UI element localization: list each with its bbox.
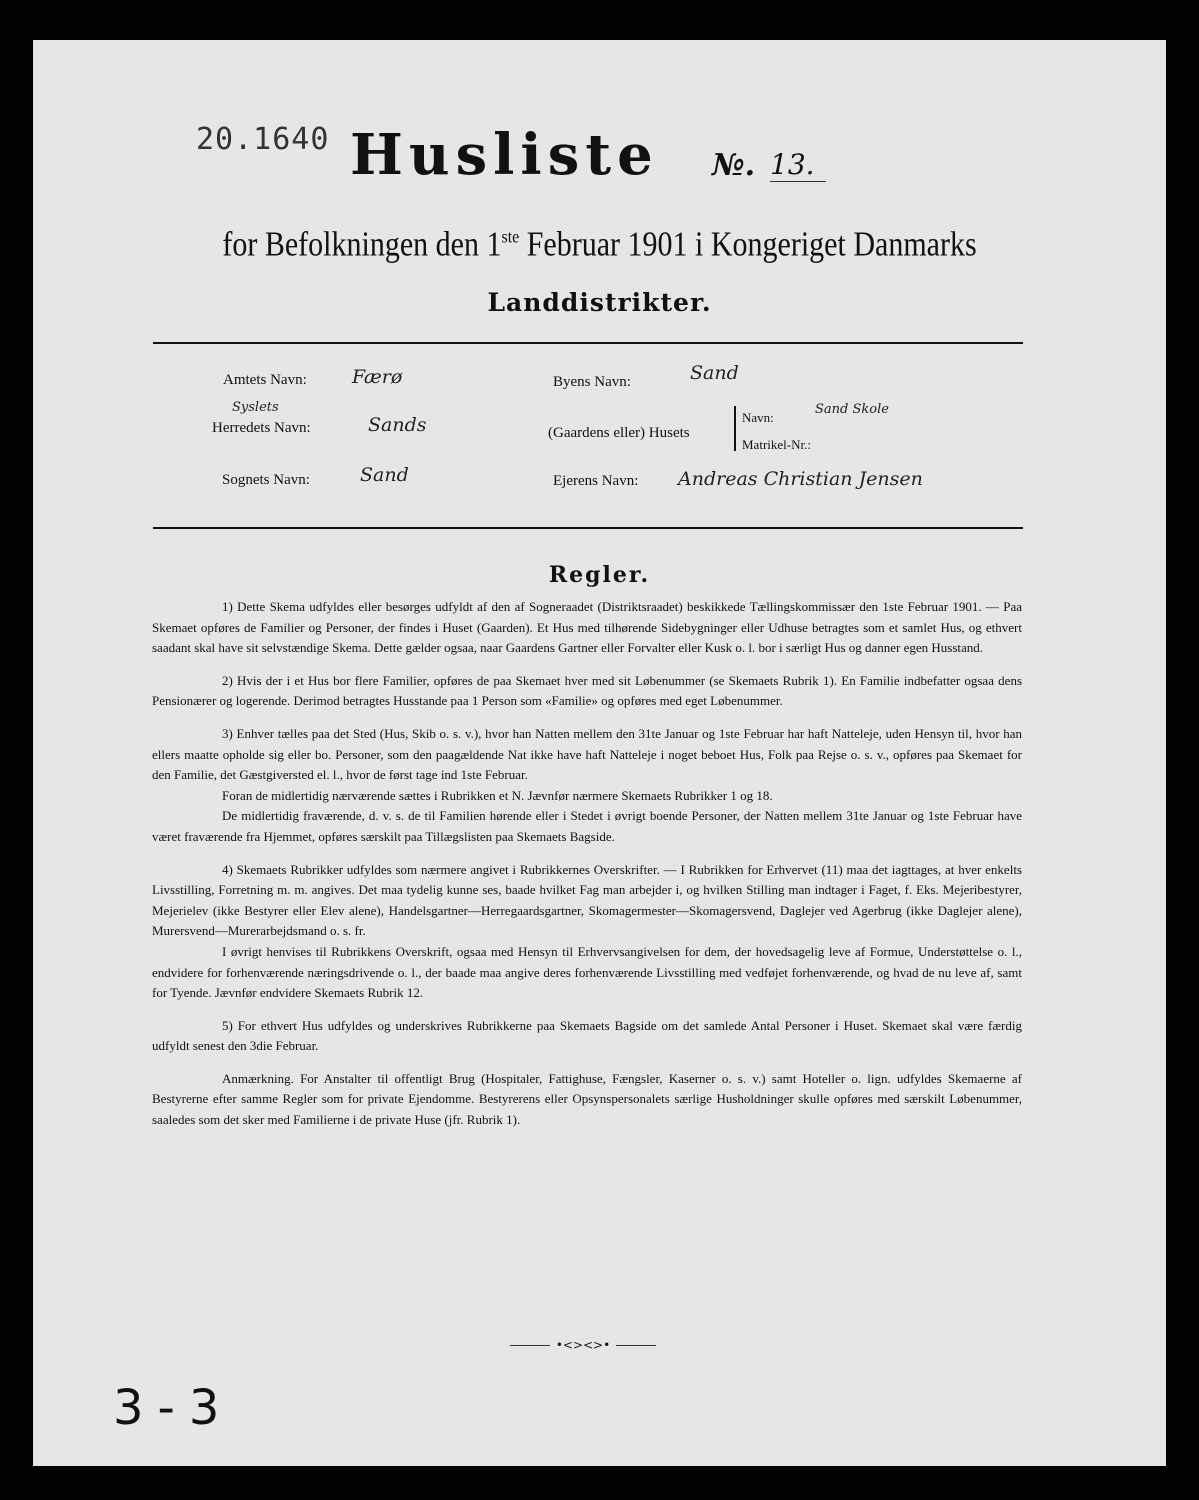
- form-subtitle: [0, 225, 1199, 264]
- rule-paragraph: 5) For ethvert Hus udfyldes og underskrives Rubrikkerne paa Skemaets Bagside om det samlede Antal Personer i Huset. Skemaet skal være færdig udfyldt senest den 3die Februar.: [152, 1017, 1022, 1054]
- rule-paragraph: I øvrigt henvises til Rubrikkens Overskrift, ogsaa med Hensyn til Erhvervsangivelsen for dem, der hovedsagelig leve af Formue, Understøttelse o. l., endvidere for forhenværende næringsdrivende o. l., der baade maa angive deres forhenværende Livsstilling med vedføjet forhenværende, og hvad de nu leve af, samt for Tyende. Jævnfør endvidere Skemaets Rubrik 12.: [152, 943, 1022, 1001]
- rule-paragraph: 1) Dette Skema udfyldes eller besørges udfyldt af den af Sogneraadet (Distriktsraadet) beskikkede Tællingskommissær den 1ste Februar 1901. — Paa Skemaet opføres de Familier og Personer, der findes i Huset (Gaarden). Et Hus med tilhørende Sidebygninger eller Udhuse betragtes som et samlet Hus, og ethvert saadant skal have sit selvstændige Skema. Dette gælder ogsaa, naar Gaardens Gartner eller Forvalter eller Kusk o. l. bor i særligt Hus og danner egen Husstand.: [152, 599, 1022, 656]
- amt-label: Amtets Navn:: [223, 372, 307, 388]
- sogn-label: Sognets Navn:: [222, 472, 310, 488]
- gaard-label: (Gaardens eller) Husets: [548, 425, 690, 441]
- rule-paragraph: 4) Skemaets Rubrikker udfyldes som nærmere angivet i Rubrikkernes Overskrifter. — I Rubrikken for Erhvervet (11) maa det iagttages, at hver enkelts Livsstilling, Forretning m. m. angives. Det maa tydelig kunne ses, baade hvilket Fag man arbejder i, og hvilken Stilling man indtager i Faget, f. Eks. Mejeribestyrer, Mejerielev (ikke Bestyrer eller Elev alene), Handelsgartner—Herregaardsgartner, Skomagermester—Skomagersvend, Daglejer ved Agerbrug (ikke Daglejer alene), Murersvend—Murerarbejdsmand o. s. fr.: [152, 861, 1022, 939]
- pencil-annotation: 3-3: [113, 1380, 234, 1436]
- navn-label: Navn:: [742, 410, 774, 425]
- subtitle-post: Februar 1901 i Kongeriget Danmarks: [519, 225, 977, 264]
- rule-paragraph: 3) Enhver tælles paa det Sted (Hus, Skib o. s. v.), hvor han Natten mellem den 31te Januar og 1ste Februar har haft Natteleje, uden Hensyn til, hvor han ellers maatte opholde sig eller bo. Personer, som den paagældende Nat ikke have haft Natteleje i noget beboet Hus, Folk paa Rejse o. s. v., opføres paa Skemaet for den Familie, det Gæstgiversted el. l., hvor de først tage ind 1ste Februar.: [152, 725, 1022, 783]
- rule-paragraph: De midlertidig fraværende, d. v. s. de til Familien hørende eller i Stedet i øvrigt boende Personer, der Natten mellem 31te Januar og 1ste Februar have været fraværende fra Hjemmet, opføres særskilt paa Tillægslisten paa Skemaets Bagside.: [152, 808, 1022, 844]
- herred-label: Herredets Navn:: [212, 420, 311, 436]
- bottom-divider: [153, 527, 1023, 529]
- top-divider: [153, 342, 1023, 344]
- navn-value: Sand Skole: [815, 402, 889, 417]
- sogn-value: Sand: [360, 464, 409, 486]
- ejer-label: Ejerens Navn:: [553, 473, 639, 489]
- by-label: Byens Navn:: [553, 374, 631, 390]
- rule-note: Anmærkning. For Anstalter til offentligt Brug (Hospitaler, Fattighuse, Fængsler, Kaserner o. s. v.) samt Hoteller o. lign. udfyldes Skemaerne af Bestyrerne efter samme Regler som for private Ejendomme. Bestyrerens eller Opsynspersonalets særlige Husholdninger skulle opføres med særskilt Løbenummer, saaledes som det sker med Familierne i de private Huse (jfr. Rubrik 1).: [152, 1070, 1022, 1128]
- flourish-ornament: •<><>•: [550, 1338, 616, 1352]
- field-brace: [734, 406, 736, 451]
- number-label: №.: [712, 148, 756, 183]
- rule-paragraph: Foran de midlertidig nærværende sættes i Rubrikken et N. Jævnfør nærmere Skemaets Rubrikker 1 og 18.: [222, 787, 773, 803]
- archive-stamp: 20.1640: [196, 122, 330, 157]
- closing-flourish: [510, 1338, 656, 1352]
- amt-value: Færø: [352, 366, 403, 388]
- form-subtitle-district: Landdistrikter.: [487, 288, 712, 317]
- number-value: 13.: [770, 148, 826, 182]
- form-title: Husliste: [350, 122, 659, 188]
- by-value: Sand: [690, 362, 739, 384]
- matrikel-label: Matrikel-Nr.:: [742, 437, 811, 452]
- herred-value: Sands: [368, 414, 427, 436]
- rule-paragraph: 2) Hvis der i et Hus bor flere Familier, opføres de paa Skemaet hver med sit Løbenummer (se Skemaets Rubrik 1). En Familie indbefatter ogsaa dens Pensionærer og logerende. Derimod betragtes Husstande paa 1 Person som «Familie» og opføres med eget Løbenummer.: [152, 672, 1022, 709]
- rules-text: [152, 597, 1022, 1131]
- herred-prefix: Syslets: [232, 400, 279, 415]
- rules-heading: Regler.: [548, 562, 651, 588]
- subtitle-sup: ste: [501, 227, 520, 248]
- subtitle-pre: for Befolkningen den 1: [222, 225, 502, 264]
- ejer-value: Andreas Christian Jensen: [678, 468, 923, 490]
